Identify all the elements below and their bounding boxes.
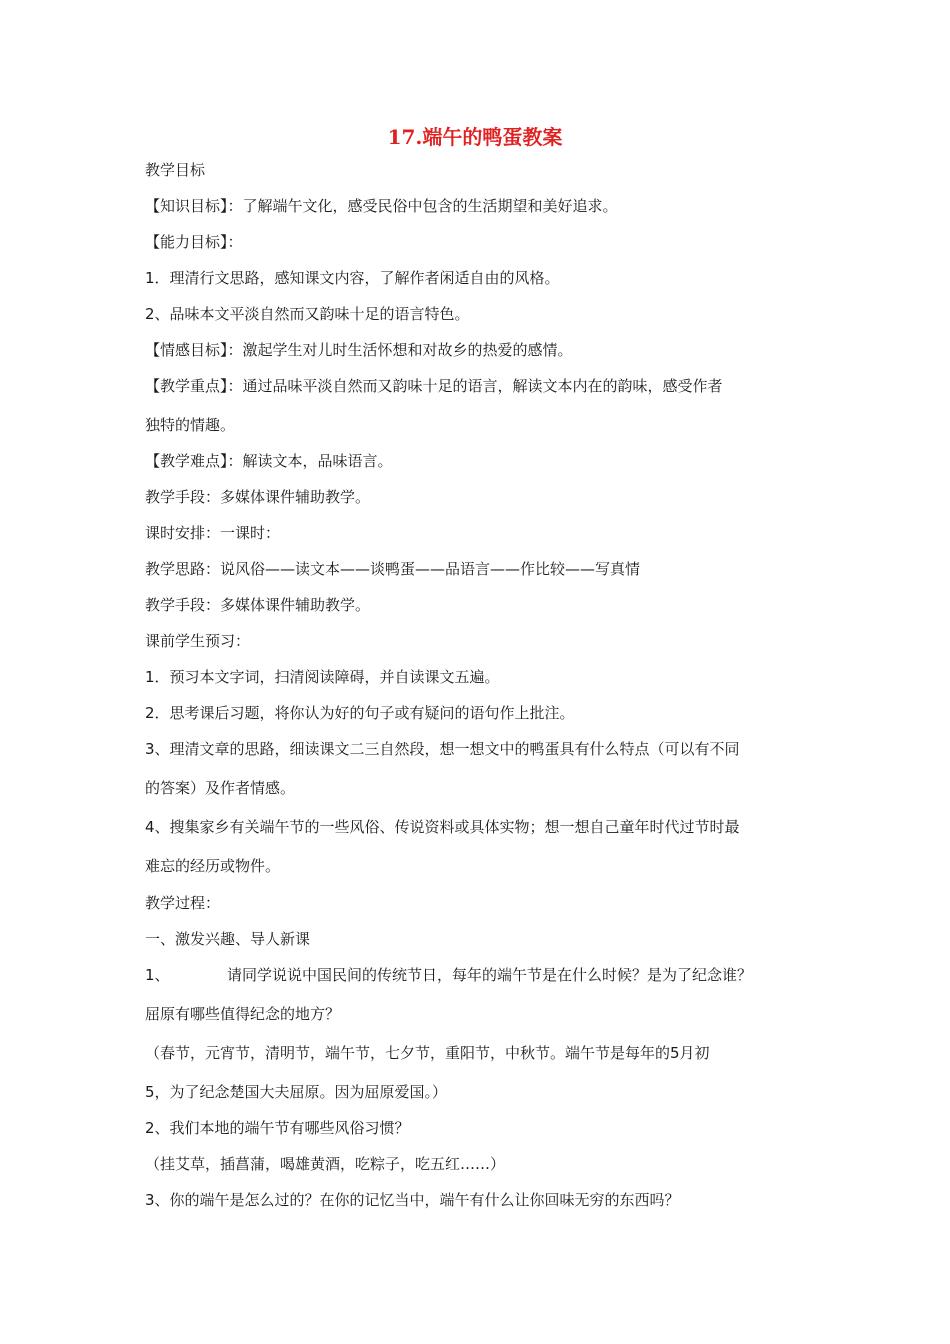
text-line: 教学过程： xyxy=(145,894,221,912)
text-line: 的答案）及作者情感。 xyxy=(145,779,296,797)
text-line: （春节，元宵节，清明节，端午节，七夕节，重阳节，中秋节。端午节是每年的5月初 xyxy=(145,1044,710,1062)
numbered-item-1 xyxy=(145,964,825,986)
text-line: 一、激发兴趣、导人新课 xyxy=(145,930,311,948)
text-line: 2、我们本地的端午节有哪些风俗习惯？ xyxy=(145,1119,410,1137)
text-line: 教学手段：多媒体课件辅助教学。 xyxy=(145,596,371,614)
text-line: 4、搜集家乡有关端午节的一些风俗、传说资料或具体实物；想一想自己童年时代过节时最 xyxy=(145,818,740,836)
text-line: 1．预习本文字词，扫清阅读障碍，并自读课文五遍。 xyxy=(145,668,500,686)
text-line: 教学思路：说风俗——读文本——谈鸭蛋——品语言——作比较——写真情 xyxy=(145,560,641,578)
text-line: 2、品味本文平淡自然而又韵味十足的语言特色。 xyxy=(145,305,470,323)
text-line: 课时安排：一课时： xyxy=(145,524,281,542)
item-number: 1、 xyxy=(145,966,170,984)
text-line: 【教学难点】：解读文本，品味语言。 xyxy=(145,452,393,470)
text-line: 5，为了纪念楚国大夫屈原。因为屈原爱国。） xyxy=(145,1083,448,1101)
text-line: 屈原有哪些值得纪念的地方？ xyxy=(145,1005,341,1023)
text-line: 【教学重点】：通过品味平淡自然而又韵味十足的语言，解读文本内在的韵味，感受作者 xyxy=(145,377,723,395)
text-line: 难忘的经历或物件。 xyxy=(145,857,281,875)
text-line: 3、你的端午是怎么过的？在你的记忆当中，端午有什么让你回味无穷的东西吗？ xyxy=(145,1191,680,1209)
text-line: 教学手段：多媒体课件辅助教学。 xyxy=(145,488,371,506)
text-line: （挂艾草，插菖蒲，喝雄黄酒，吃粽子，吃五红……） xyxy=(145,1155,506,1173)
text-line: 3、理清文章的思路，细读课文二三自然段，想一想文中的鸭蛋具有什么特点（可以有不同 xyxy=(145,740,740,758)
text-line: 2．思考课后习题，将你认为好的句子或有疑问的语句作上批注。 xyxy=(145,704,575,722)
text-line: 【能力目标】： xyxy=(145,233,243,251)
document-title: 17.端午的鸭蛋教案 xyxy=(387,125,563,149)
text-line: 1．理清行文思路，感知课文内容，了解作者闲适自由的风格。 xyxy=(145,269,560,287)
text-line: 教学目标 xyxy=(145,161,206,179)
text-line: 独特的情趣。 xyxy=(145,416,236,434)
item-text: 请同学说说中国民间的传统节日，每年的端午节是在什么时候？是为了纪念谁？ xyxy=(227,966,753,984)
text-line: 【情感目标】：激起学生对儿时生活怀想和对故乡的热爱的感情。 xyxy=(145,341,573,359)
text-line: 【知识目标】：了解端午文化，感受民俗中包含的生活期望和美好追求。 xyxy=(145,197,618,215)
text-line: 课前学生预习： xyxy=(145,632,251,650)
